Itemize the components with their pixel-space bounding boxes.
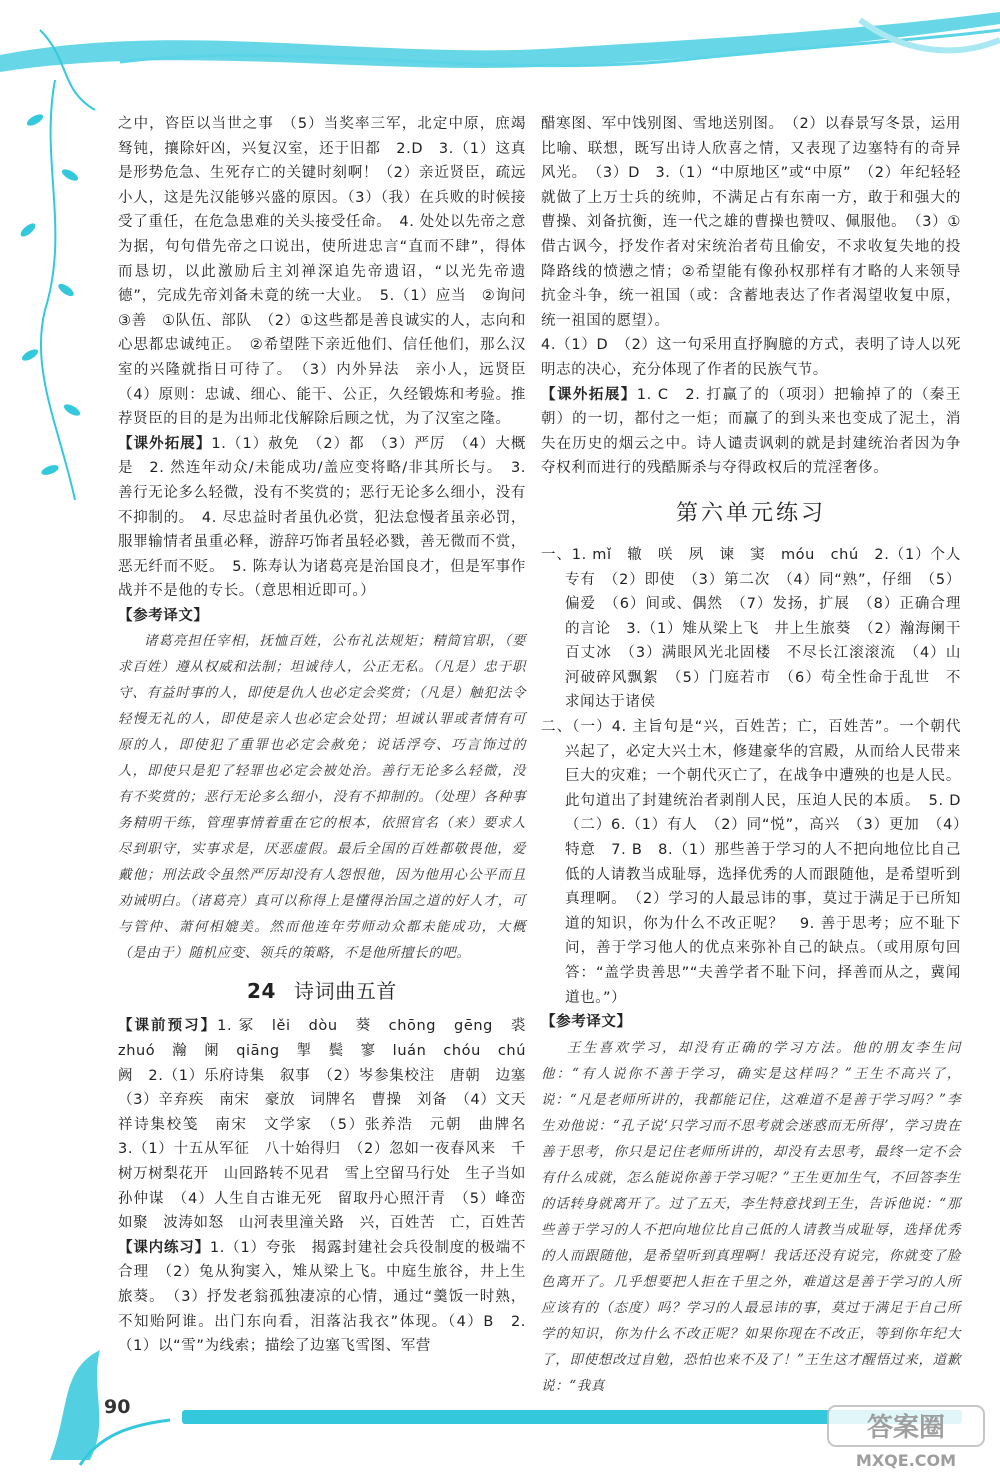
extension-body: 1.（1）赦免 （2）都 （3）严厉 （4）大概是 2. 然连年动众/未能成功/盖应变将略/非其所长与。 3. 善行无论多么轻微，没有不奖赏的；恶行无论多么细小，没有不抑制的。 4. 尽忠益时者虽仇必赏，犯法怠慢者虽亲必罚，服罪输情者虽重必释，游辞巧饰者虽轻必戮，善无微而不赏，恶无纤而不贬。 5. 陈寿认为诸葛亮是治国良才，但是军事作战并不是他的专长。（意思相近即可。） — [118, 435, 526, 600]
left-column — [118, 112, 542, 1359]
lesson-number: 24 — [246, 979, 277, 1004]
right-column — [541, 112, 977, 1399]
translation-body: 诸葛亮担任宰相，抚恤百姓，公布礼法规矩；精简官职，（要求百姓）遵从权威和法制；坦诚待人，公正无私。（凡是）忠于职守、有益时事的人，即使是仇人也必定会奖赏；（凡是）触犯法令轻慢无礼的人，即使是亲人也必定会处罚；坦诚认罪或者情有可原的人，即使犯了重罪也必定会赦免；说话浮夸、巧言饰过的人，即使只是犯了轻罪也必定会被处治。善行无论多么轻微，没有不奖赏的；恶行无论多么细小，没有不抑制的。（处理）各种事务精明干练，管理事情着重在它的根本，依照官名（来）要求人尽到职守，实事求是，厌恶虚假。最后全国的百姓都敬畏他，爱戴他；刑法政令虽然严厉却没有人怨恨他，因为他用心公平而且劝诫明白。（诸葛亮）真可以称得上是懂得治国之道的好人才，可与管仲、萧何相媲美。然而他连年劳师动众都未能成功，大概（是由于）随机应变、领兵的策略，不是他所擅长的吧。 — [118, 633, 526, 962]
section-label: 【课内练习】 — [118, 1239, 210, 1256]
unit-part-one: 一、1. mǐ 辙 咲 夙 谏 窦 móu chú 2.（1）个人专有 （2）即使 （3）第二次 （4）同“熟”，仔细 （5）偏爱 （6）间或、偶然 （7）发扬，扩展 （8）正确合理的言论 3.（1）雉从梁上飞 井上生旅葵 （2）瀚海阑干百丈冰 （3）满眼风光北固楼 不尽长江滚滚流 （4）山河破碎风飘絮 （5）门庭若市 （6）苟全性命于乱世 不求闻达于诸侯 — [541, 546, 961, 711]
preview-section — [118, 1014, 542, 1235]
page-number: 90 — [104, 1396, 131, 1418]
section-label: 【课外拓展】 — [541, 386, 637, 403]
answer-paragraph: 醋寒图、军中饯别图、雪地送别图。 （2）以春景写冬景，运用比喻、联想，既写出诗人欣喜之情，又表现了边塞特有的奇异风光。 （3）D 3.（1）“中原地区”或“中原” （2）年纪轻轻就做了上万士兵的统帅，不满足占有东南一方，敢于和强大的曹操、刘备抗衡，连一代之雄的曹操也赞叹、佩服他。 （3）①借古讽今，抒发作者对宋统治者苟且偷安，不求收复失地的投降路线的愤懑之情；②希望能有像孙权那样有才略的人来领导抗金斗争，统一祖国（或：含蓄地表达了作者渴望收复中原，统一祖国的愿望）。 — [541, 116, 961, 329]
translation-body: 王生喜欢学习，却没有正确的学习方法。他的朋友李生问他：“有人说你不善于学习，确实是这样吗？”王生不高兴了，说：“凡是老师所讲的，我都能记住，这难道不是善于学习吗？”李生劝他说：“孔子说‘只学习而不思考就会迷惑而无所得’，学习贵在善于思考，你只是记住老师所讲的，却没有去思考，最终一定不会有什么成就，怎么能说你善于学习呢？”王生更加生气，不回答李生的话转身就离开了。过了五天，李生特意找到王生，告诉他说：“那些善于学习的人不把向地位比自己低的人请教当成耻辱，选择优秀的人而跟随他，是希望听到真理啊！我话还没有说完，你就变了脸色离开了。几乎想要把人拒在千里之外，难道这是善于学习的人所应该有的（态度）吗？学习的人最忌讳的事，莫过于满足于自己所学的知识，你为什么不改正呢？如果你现在不改正，等到你年纪大了，即使想改过自勉，恐怕也来不及了！”王生这才醒悟过来，道歉说：“我真 — [541, 1039, 961, 1394]
watermark-brand: 答案圈 — [866, 1413, 946, 1443]
preview-body: 1. 冢 lěi dòu 葵 chōng gēng 裘 zhuó 瀚 阑 qiāng 掣 鬓 寥 luán chóu chú 阙 2.（1）乐府诗集 叙事 （2）岑参集校注 唐朝 边塞 （3）辛弃疾 南宋 豪放 词牌名 曹操 刘备 （4）文天祥诗集校笺 南宋 文学家 （5）张养浩 元朝 曲牌名 3.（1）十五从军征 八十始得归 （2）忽如一夜春风来 千树万树梨花开 山回路转不见君 雪上空留马行处 生子当如孙仲谋 （4）人生自古谁无死 留取丹心照汗青 （5）峰峦如聚 波涛如怒 山河表里潼关路 兴，百姓苦 亡，百姓苦 — [118, 1018, 542, 1232]
watermark-site: MXQE.COM — [855, 1451, 957, 1470]
answer-paragraph: 4.（1）D （2）这一句采用直抒胸臆的方式，表明了诗人以死明志的决心，充分体现了作者的民族气节。 — [541, 337, 961, 378]
section-label: 【课外拓展】 — [118, 435, 212, 452]
answer-paragraph: 之中，咨臣以当世之事 （5）当奖率三军，北定中原，庶竭驽钝，攘除奸凶，兴复汉室，还于旧都 2.D 3.（1）这真是形势危急、生死存亡的关键时刻啊！（2）亲近贤臣，疏远小人，这是先汉能够兴盛的原因。（3）（我）在兵败的时候接受了重任，在危急患难的关头接受任命。 4. 处处以先帝之意为据，句句借先帝之口说出，使所进忠言“直而不肆”，得体而恳切，以此激励后主刘禅深追先帝遗诏，“以光先帝遗德”，完成先帝刘备未竟的统一大业。 5.（1）应当 ②询问 ③善 ①队伍、部队 （2）①这些都是善良诚实的人，志向和心思都忠诚纯正。 ②希望陛下亲近他们、信任他们，那么汉室的兴隆就指日可待了。 （3）内外异法 亲小人，远贤臣 （4）原则：忠诚、细心、能干、公正，久经锻炼和考验。推荐贤臣的目的是为出师北伐解除后顾之忧，为了汉室之隆。 — [118, 116, 542, 428]
unit-title: 第六单元练习 — [675, 500, 826, 526]
left-leaf-decoration — [0, 80, 90, 500]
unit-part-two: 二、（一）4. 主旨句是“兴，百姓苦；亡，百姓苦”。一个朝代兴起了，必定大兴土木，修建豪华的宫殿，从而给人民带来巨大的灾难；一个朝代灭亡了，在战争中遭殃的也是人民。此句道出了封建统治者剥削人民，压迫人民的本质。 5. D （二）6.（1）有人 （2）同“悦”，高兴 （3）更加 （4）特意 7. B 8.（1）那些善于学习的人不把向地位比自己低的人请教当成耻辱，选择优秀的人而跟随他，是希望听到真理啊。 （2）学习的人最忌讳的事，莫过于满足于已所知道的知识，你为什么不改正呢？ 9. 善于思考；应不耻下问，善于学习他人的优点来弥补自己的缺点。（或用原句回答：“盖学贵善思”“夫善学者不耻下问，择善而从之，冀闻道也。”） — [541, 719, 977, 1006]
inclass-body: 1.（1）夸张 揭露封建社会兵役制度的极端不合理 （2）兔从狗窦入，雉从梁上飞。中庭生旅谷，井上生旅葵。 （3）抒发老翁孤独凄凉的心情，通过“羹饭一时熟，不知贻阿谁。出门东向看，泪落沾我衣”体现。（4）B 2.（1）以“雪”为线索；描绘了边塞飞雪图、军营 — [118, 1239, 526, 1355]
section-label: 【参考译文】 — [118, 607, 209, 624]
section-label: 【课前预习】 — [118, 1018, 218, 1035]
watermark-logo — [826, 1402, 986, 1472]
section-label: 【参考译文】 — [541, 1014, 632, 1031]
extension-body: 1. C 2. 打赢了的（项羽）把输掉了的（秦王朝）的一切，都付之一炬；而赢了的到头来也变成了泥土，消失在历史的烟云之中。诗人谴责讽刺的就是封建统治者因为争夺权利而进行的残酷厮杀与夺得政权后的荒淫奢侈。 — [541, 386, 961, 477]
extension-section — [541, 383, 961, 481]
lesson-title-text: 诗词曲五首 — [294, 979, 398, 1004]
lesson-title — [118, 976, 526, 1006]
extension-section — [118, 432, 526, 604]
